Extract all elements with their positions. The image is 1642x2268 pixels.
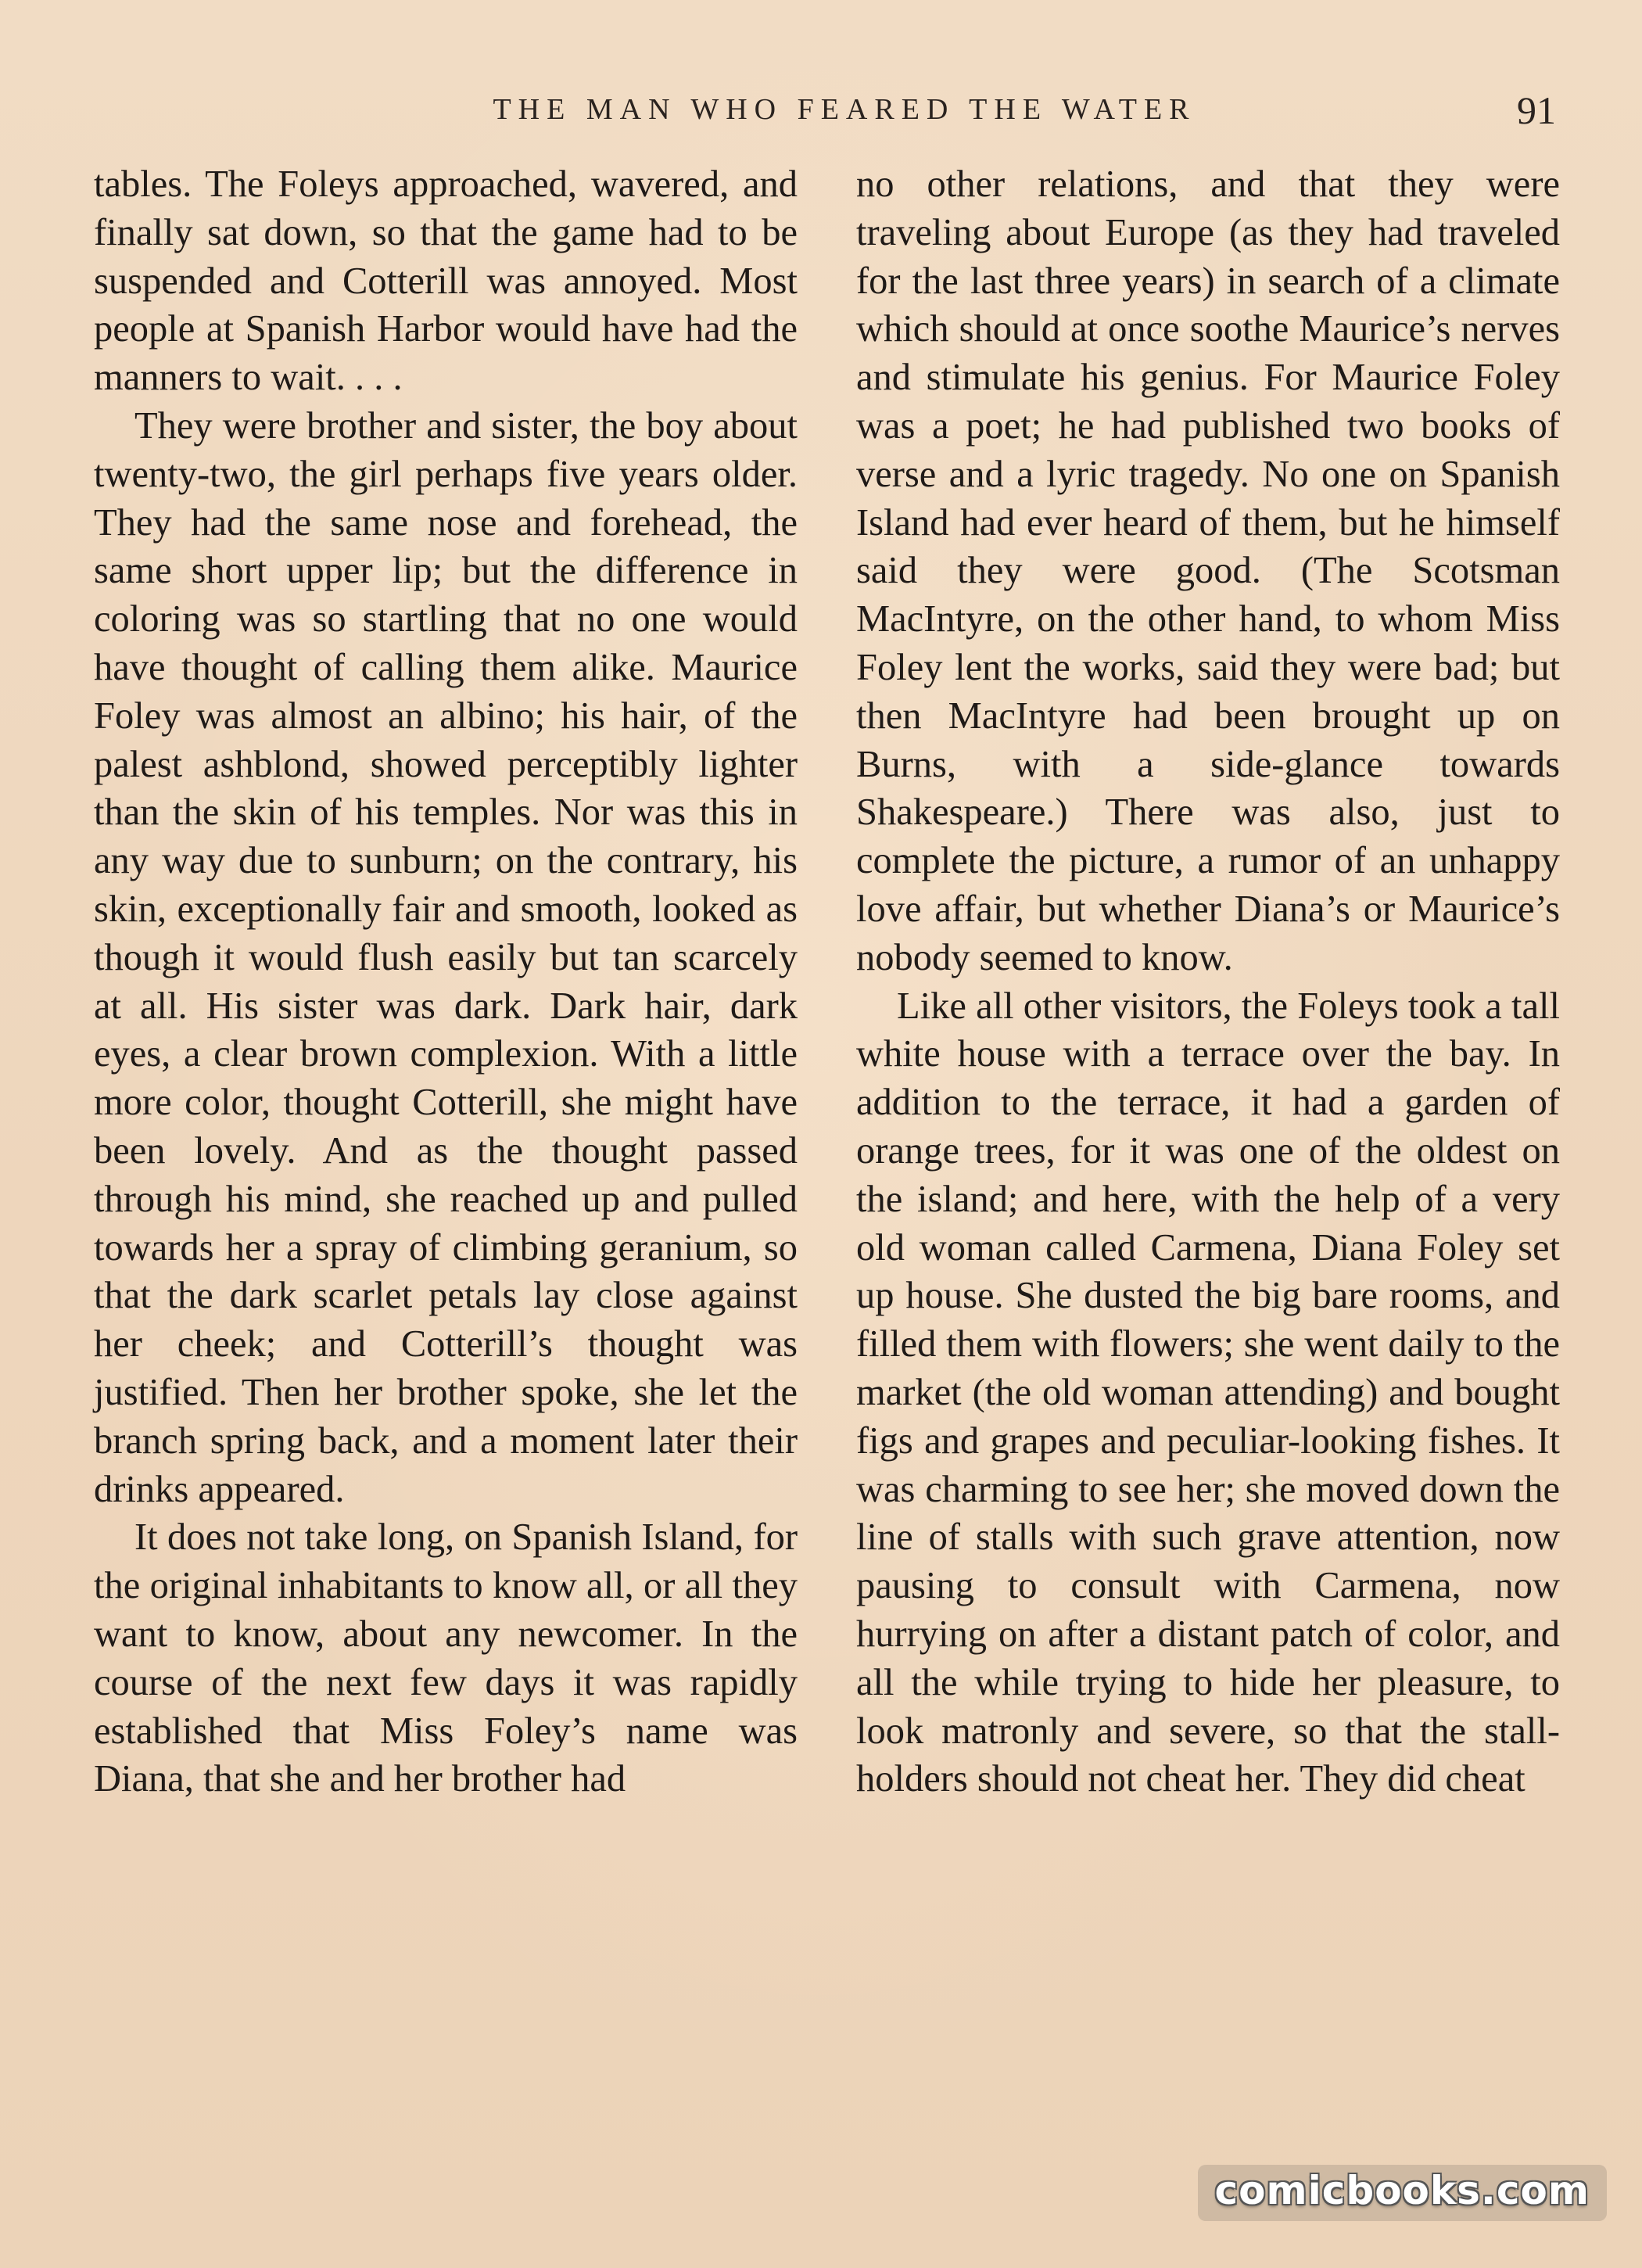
- left-paragraph-1: tables. The Foleys approached, wavered, and finally sat down, so that the game had to be suspended and Cotterill was annoyed. Most people at Spanish Harbor would have had the manners to wait. . . .: [94, 163, 798, 399]
- page-number: 91: [1517, 88, 1556, 132]
- left-column: [94, 160, 798, 1803]
- right-paragraph-1: no other relations, and that they were traveling about Europe (as they had traveled for the last three years) in search of a climate which should at once soothe Maurice’s nerves and stimulate his genius. For Maurice Foley was a poet; he had published two books of verse and a lyric tragedy. No one on Spanish Island had ever heard of them, but he himself said they were good. (The Scotsman MacIntyre, on the other hand, to whom Miss Foley lent the works, said they were bad; but then MacIntyre had been brought up on Burns, with a side-glance towards Shakespeare.) There was also, just to complete the picture, a rumor of an unhappy love affair, but whether Diana’s or Maurice’s nobody seemed to know.: [856, 163, 1560, 978]
- site-watermark: comicbooks.com: [1198, 2165, 1607, 2221]
- right-paragraph-2: Like all other visitors, the Foleys took a tall white house with a terrace over the bay. In addition to the terrace, it had a garden of orange trees, for it was one of the oldest on the island; and here, with the help of a very old woman called Carmena, Diana Foley set up house. She dusted the big bare rooms, and filled them with flowers; she went daily to the market (the old woman attending) and bought figs and grapes and peculiar-looking fishes. It was charming to see her; she moved down the line of stalls with such grave attention, now pausing to consult with Carmena, now hurrying on after a distant patch of color, and all the while trying to hide her pleasure, to look matronly and severe, so that the stall-holders should not cheat her. They did cheat: [856, 985, 1560, 1800]
- left-paragraph-2: They were brother and sister, the boy about twenty-two, the girl perhaps five years older. They had the same nose and forehead, the same short upper lip; but the difference in coloring was so startling that no one would have thought of calling them alike. Maurice Foley was almost an albino; his hair, of the palest ashblond, showed perceptibly lighter than the skin of his temples. Nor was this in any way due to sunburn; on the contrary, his skin, exceptionally fair and smooth, looked as though it would flush easily but tan scarcely at all. His sister was dark. Dark hair, dark eyes, a clear brown complexion. With a little more color, thought Cotterill, she might have been lovely. And as the thought passed through his mind, she reached up and pulled towards her a spray of climbing geranium, so that the dark scarlet petals lay close against her cheek; and Cotterill’s thought was justified. Then her brother spoke, she let the branch spring back, and a moment later their drinks appeared.: [94, 404, 798, 1510]
- running-title: THE MAN WHO FEARED THE WATER: [493, 93, 1196, 126]
- left-paragraph-3: It does not take long, on Spanish Island, for the original inhabitants to know all, or all they want to know, about any newcomer. In the course of the next few days it was rapidly established that Miss Foley’s name was Diana, that she and her brother had: [94, 1516, 798, 1800]
- right-column: [856, 160, 1560, 1803]
